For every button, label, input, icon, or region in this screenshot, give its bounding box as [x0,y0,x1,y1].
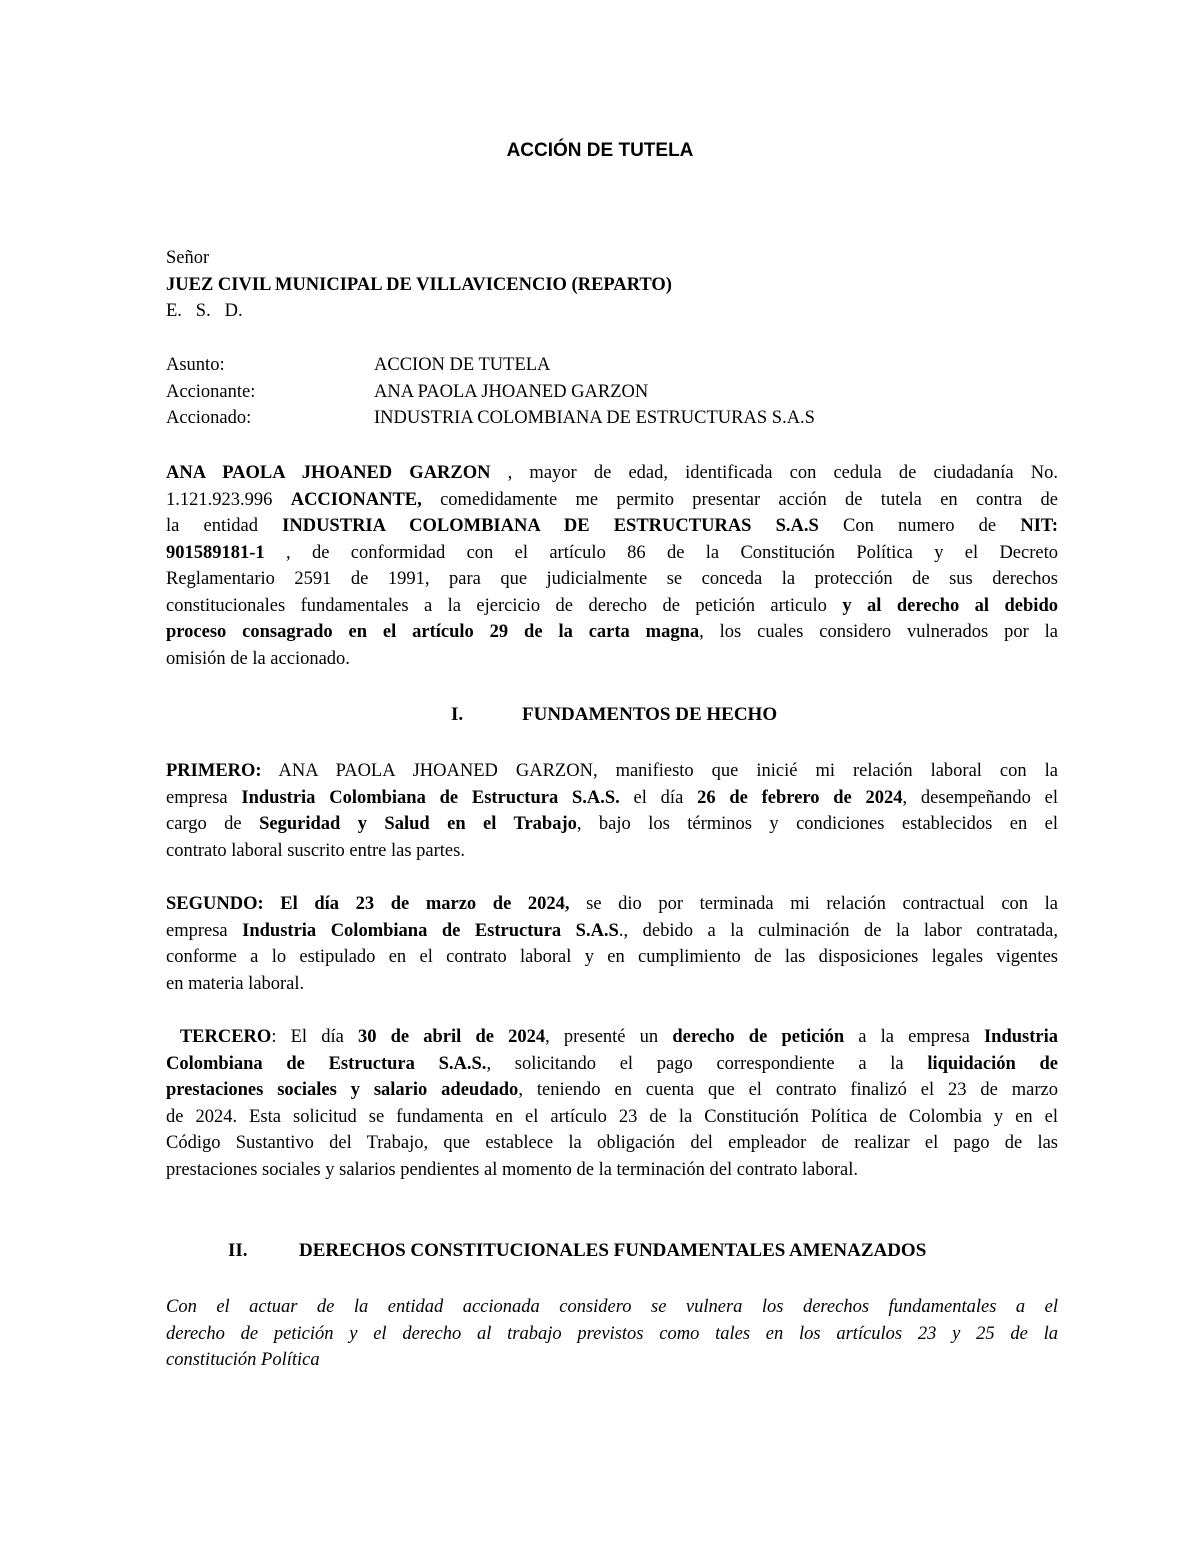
meta-accionado-value: INDUSTRIA COLOMBIANA DE ESTRUCTURAS S.A.S [374,408,815,428]
fact-line: de 2024. Esta solicitud se fundamenta en el artículo 23 de la Constitución Política de Colombia y en el [166,1106,1058,1127]
intro-line [166,619,1058,646]
fact-emphasis: derecho de petición [672,1027,845,1047]
fact-text: el día [619,787,698,808]
accionante-name: ANA PAOLA JHOANED GARZON [166,463,491,483]
fact-emphasis: Industria [983,1027,1058,1047]
fact-label: TERCERO [166,1027,272,1047]
fact-text: a la empresa [844,1027,984,1047]
fact-emphasis: prestaciones sociales y salario adeudado [166,1080,519,1100]
intro-line [166,593,1058,620]
intro-emphasis: y al derecho al debido [842,595,1058,616]
fact-line [166,785,1058,812]
fact-line: conforme a lo estipulado en el contrato laboral y en cumplimiento de las disposiciones legales vigentes [166,947,1058,967]
section-title: DERECHOS CONSTITUCIONALES FUNDAMENTALES AMENAZADOS [299,1240,927,1261]
addressee-block [166,245,1058,325]
fact-line [166,918,1058,945]
intro-text: comedidamente me permito presentar acción de tutela en contra de [421,489,1058,510]
meta-asunto [166,352,1058,379]
fact-line [166,891,1058,918]
rights-line: constitución Política [166,1350,320,1370]
fact-label: PRIMERO: [166,761,262,781]
esd-line: E. S. D. [166,301,243,321]
fact-text: cargo de [166,814,260,834]
meta-asunto-label: Asunto: [166,355,225,375]
intro-paragraph [166,460,1058,672]
section-heading-hechos [0,702,1200,728]
fact-text: empresa [166,920,243,941]
fact-emphasis: Seguridad y Salud en el Trabajo [259,814,577,834]
fact-text: , teniendo en cuenta que el contrato finalizó el 23 de marzo [518,1080,1058,1100]
fact-emphasis: Industria Colombiana de Estructura S.A.S. [241,787,620,808]
nit-label: NIT: [1020,516,1059,536]
fact-date: 30 de abril de 2024 [357,1027,546,1047]
intro-text: , de conformidad con el artículo 86 de la Constitución Política y el Decreto [264,542,1058,563]
document-title: ACCIÓN DE TUTELA [506,140,694,161]
intro-text: , mayor de edad, identificada con cedula de ciudadanía No. [490,463,1058,483]
salutation: Señor [166,248,210,268]
fact-text: : El día [271,1027,358,1047]
intro-line [166,487,1058,514]
rights-line: derecho de petición y el derecho al trabajo previstos como tales en los artículos 23 y 25 de la [166,1323,1058,1344]
fact-emphasis: Colombiana de Estructura S.A.S. [166,1053,487,1074]
meta-accionado [166,405,1058,432]
section-heading-derechos [0,1238,1200,1264]
fact-text: , desempeñando el [902,787,1058,808]
meta-asunto-value: ACCION DE TUTELA [374,355,551,375]
cedula-number: 1.121.923.996 [166,489,291,510]
fact-text: ., debido a la culminación de la labor contratada, [618,920,1059,941]
fact-text: se dio por terminada mi relación contractual con la [569,894,1058,914]
fact-line: contrato laboral suscrito entre las partes. [166,840,465,861]
section-number: II. [228,1240,248,1261]
section-number: I. [451,704,464,725]
fact-date: 26 de febrero de 2024 [697,787,903,808]
meta-accionante-value: ANA PAOLA JHOANED GARZON [374,381,649,402]
case-meta [166,352,1058,432]
intro-line [166,460,1058,487]
entity-name: INDUSTRIA COLOMBIANA DE ESTRUCTURAS S.A.S [282,516,819,536]
meta-accionante [166,379,1058,406]
fact-text: , solicitando el pago correspondiente a la [486,1053,928,1074]
intro-text: la entidad [166,516,283,536]
fact-line: prestaciones sociales y salarios pendientes al momento de la terminación del contrato laboral. [166,1159,858,1180]
fact-line [166,811,1058,838]
rights-paragraph [166,1294,1058,1374]
nit-number: 901589181-1 [166,542,265,563]
fact-emphasis: liquidación de [927,1053,1058,1074]
fact-tercero [166,1024,1058,1183]
rights-line: Con el actuar de la entidad accionada considero se vulnera los derechos fundamentales a el [166,1297,1058,1317]
fact-label: SEGUNDO: El día 23 de marzo de 2024, [166,894,570,914]
intro-text: Con numero de [818,516,1021,536]
meta-accionante-label: Accionante: [166,381,256,402]
fact-primero [166,758,1058,864]
fact-segundo [166,891,1058,997]
intro-line [166,513,1058,540]
section-title: FUNDAMENTOS DE HECHO [522,704,778,725]
intro-text: constitucionales fundamentales a la ejercicio de derecho de petición articulo [166,595,843,616]
intro-emphasis: proceso consagrado en el artículo 29 de la carta magna [166,622,700,642]
fact-line [166,1024,1058,1051]
intro-text: , los cuales considero vulnerados por la [699,622,1058,642]
fact-emphasis: Industria Colombiana de Estructura S.A.S [242,920,619,941]
fact-line [166,758,1058,785]
fact-line [166,1051,1058,1078]
fact-line: Código Sustantivo del Trabajo, que establece la obligación del empleador de realizar el pago de las [166,1133,1058,1153]
intro-line: omisión de la accionado. [166,648,350,669]
fact-line: en materia laboral. [166,973,305,994]
fact-text: ANA PAOLA JHOANED GARZON, manifiesto que inicié mi relación laboral con la [261,761,1058,781]
intro-line: Reglamentario 2591 de 1991, para que judicialmente se conceda la protección de sus derechos [166,569,1058,589]
addressee-name: JUEZ CIVIL MUNICIPAL DE VILLAVICENCIO (REPARTO) [166,274,672,295]
fact-text: , presenté un [545,1027,673,1047]
intro-line [166,540,1058,567]
fact-line [166,1077,1058,1104]
accionante-label: ACCIONANTE, [290,489,422,510]
meta-accionado-label: Accionado: [166,408,252,428]
fact-text: , bajo los términos y condiciones establecidos en el [576,814,1058,834]
fact-text: empresa [166,787,242,808]
